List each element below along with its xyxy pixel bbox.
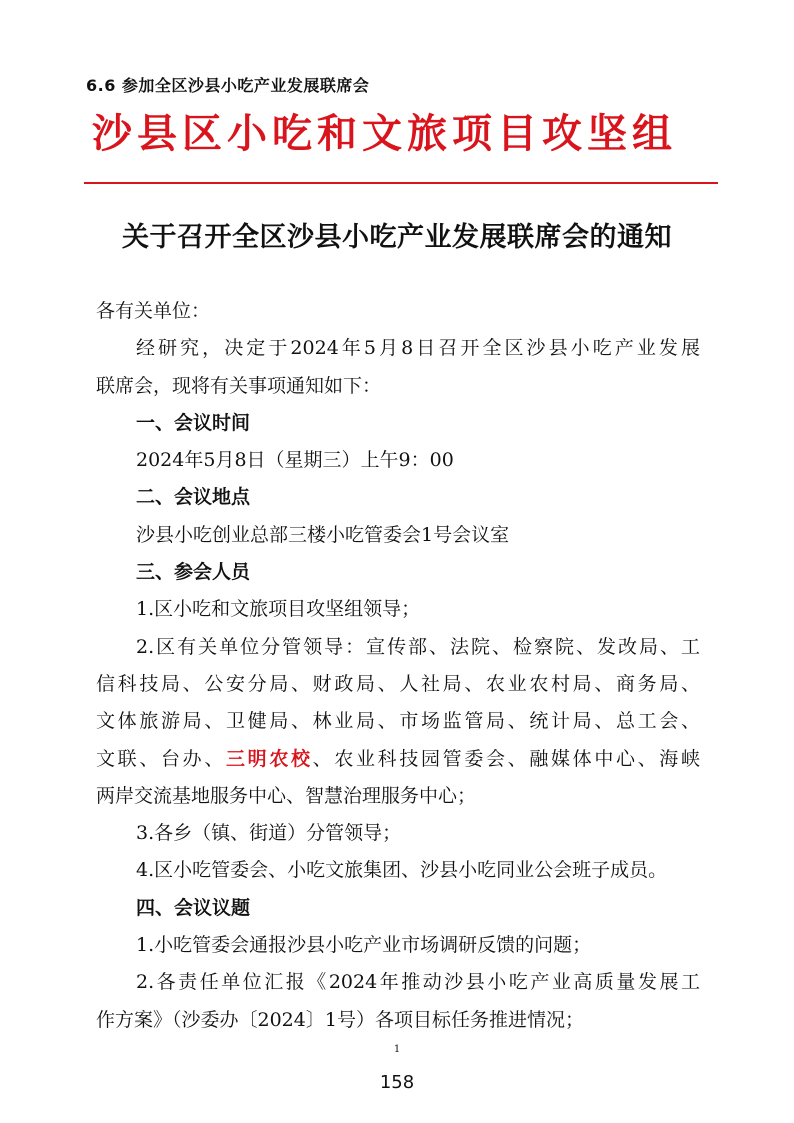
organization-header: 沙县区小吃和文旅项目攻坚组: [92, 110, 677, 157]
section-1-heading: 一、会议时间: [136, 411, 251, 434]
agenda-item-1: 1.小吃管委会通报沙县小吃产业市场调研反馈的问题；: [136, 934, 592, 957]
agenda-item-2-line-1: 2.各责任单位汇报《2024年推动沙县小吃产业高质量发展工: [136, 971, 700, 994]
document-body: [96, 293, 700, 1039]
agenda-item-2-line-2: 作方案》（沙委办〔2024〕1号）各项目标任务推进情况；: [96, 1008, 584, 1031]
intro-line-2: 联席会，现将有关事项通知如下：: [96, 374, 382, 397]
attendee-item-3: 3.各乡（镇、街道）分管领导；: [136, 822, 402, 845]
attendee-line-4-prefix: 文联、台办、: [96, 747, 226, 770]
attendee-item-2-line-4: [96, 741, 700, 778]
section-1-content: 2024年5月8日（星期三）上午9：00: [136, 449, 454, 472]
footnote-number: 1: [393, 1044, 401, 1055]
document-title: 关于召开全区沙县小吃产业发展联席会的通知: [122, 222, 672, 253]
section-2-heading: 二、会议地点: [136, 486, 251, 509]
intro-line-1: 经研究，决定于2024年5月8日召开全区沙县小吃产业发展: [136, 337, 700, 360]
section-3-heading: 三、参会人员: [136, 561, 251, 584]
attendee-item-2-line-2: 信科技局、公安分局、财政局、人社局、农业农村局、商务局、: [96, 672, 700, 695]
attendee-item-2-line-1: 2.区有关单位分管领导：宣传部、法院、检察院、发改局、工: [136, 635, 700, 658]
attendee-item-2-line-3: 文体旅游局、卫健局、林业局、市场监管局、统计局、总工会、: [96, 710, 700, 733]
attendee-item-1: 1.区小吃和文旅项目攻坚组领导；: [136, 598, 421, 621]
header-divider: [84, 182, 718, 184]
attendee-item-4: 4.区小吃管委会、小吃文旅集团、沙县小吃同业公会班子成员。: [136, 859, 668, 882]
page-number: 158: [379, 1072, 415, 1093]
section-label: 6.6 参加全区沙县小吃产业发展联席会: [86, 76, 370, 95]
salutation: 各有关单位：: [96, 300, 211, 322]
attendee-line-4-suffix: 、农业科技园管委会、融媒体中心、海峡: [312, 747, 700, 770]
section-4-heading: 四、会议议题: [136, 896, 251, 919]
highlighted-unit: 三明农校: [226, 747, 313, 770]
attendee-item-2-line-5: 两岸交流基地服务中心、智慧治理服务中心；: [96, 784, 477, 807]
section-2-content: 沙县小吃创业总部三楼小吃管委会1号会议室: [136, 523, 510, 546]
